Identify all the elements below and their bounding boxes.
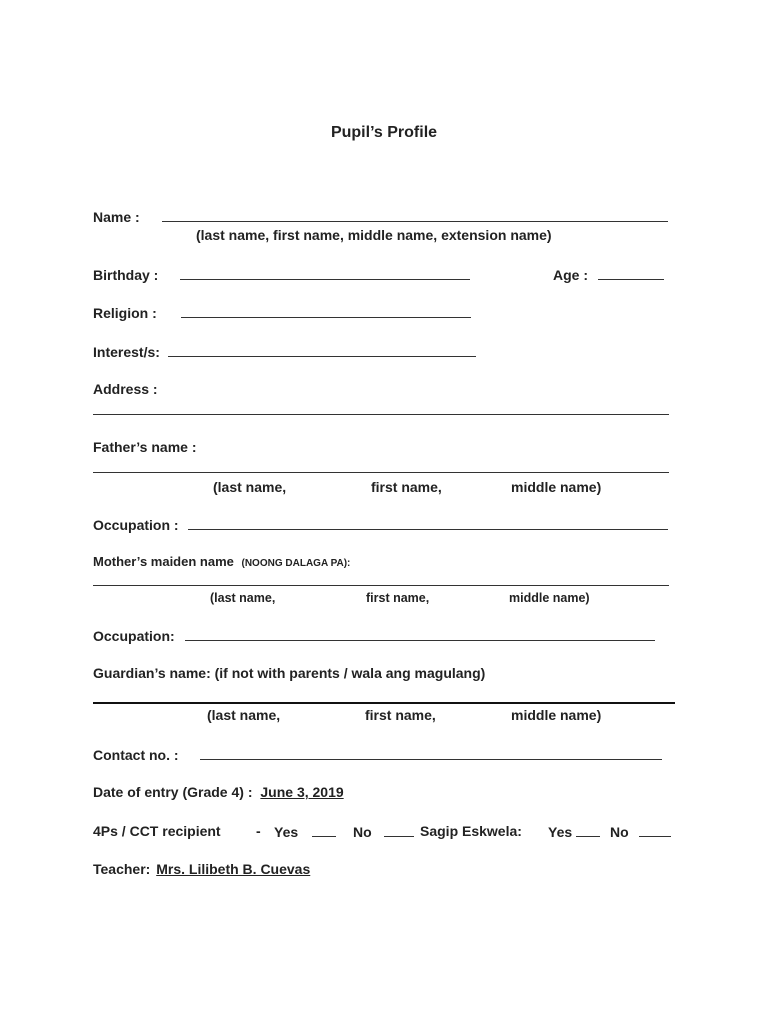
father-hint-first: first name, [371,479,442,495]
religion-row [93,304,471,321]
mother-occupation-field[interactable] [185,627,655,641]
recipient-no-field[interactable] [384,823,414,837]
sagip-label: Sagip Eskwela: [420,823,522,839]
entry-label: Date of entry (Grade 4) : [93,784,253,800]
birthday-label: Birthday : [93,267,159,283]
teacher-row [93,861,310,877]
mother-name-field[interactable] [93,585,669,586]
father-occupation-label: Occupation : [93,517,179,533]
mother-hint-middle: middle name) [509,591,590,605]
father-hint-middle: middle name) [511,479,602,495]
father-name-field[interactable] [93,472,669,473]
page-title: Pupil’s Profile [330,124,438,141]
mother-hint-last: (last name, [210,591,276,605]
recipient-yes-row [274,823,336,840]
father-occupation-field[interactable] [188,516,668,530]
guardian-name-label: Guardian’s name: (if not with parents / wala ang magulang) [93,665,486,681]
sagip-no-field[interactable] [639,823,671,837]
father-hint-last: (last name, [213,479,287,495]
teacher-label: Teacher: [93,861,151,877]
guardian-hint-first: first name, [365,707,436,723]
mother-name-note: (NOONG DALAGA PA): [241,558,351,569]
address-label: Address : [93,381,158,397]
sagip-no-label: No [610,824,629,840]
sagip-no-row [610,823,671,840]
recipient-label: 4Ps / CCT recipient [93,823,221,839]
name-hint: (last name, first name, middle name, extension name) [196,227,552,243]
age-field[interactable] [598,266,664,280]
birthday-field[interactable] [180,266,470,280]
recipient-yes-field[interactable] [312,823,336,837]
father-occupation-row [93,516,668,533]
entry-value: June 3, 2019 [260,784,344,800]
mother-occupation-row [93,627,655,644]
entry-row [93,784,344,800]
mother-hint-first: first name, [366,591,430,605]
mother-name-label: Mother’s maiden name [93,554,234,569]
recipient-no-label: No [353,824,372,840]
religion-field[interactable] [181,304,471,318]
recipient-yes-label: Yes [274,824,299,840]
religion-label: Religion : [93,305,157,321]
name-label: Name : [93,209,140,225]
name-field[interactable] [162,208,668,222]
name-row [93,208,668,225]
contact-row [93,746,662,763]
age-row [553,266,664,283]
birthday-row [93,266,470,283]
mother-occupation-label: Occupation: [93,628,175,644]
interests-row [93,343,476,360]
guardian-hint-middle: middle name) [511,707,602,723]
father-name-label: Father’s name : [93,439,197,455]
guardian-hint-last: (last name, [207,707,281,723]
interests-field[interactable] [168,343,476,357]
recipient-no-row [353,823,414,840]
address-field[interactable] [93,414,669,415]
teacher-value: Mrs. Lilibeth B. Cuevas [156,861,311,877]
contact-field[interactable] [200,746,662,760]
mother-name-row [93,554,350,572]
sagip-yes-field[interactable] [576,823,600,837]
sagip-yes-row [548,823,600,840]
recipient-dash: - [256,823,261,839]
contact-label: Contact no. : [93,747,179,763]
guardian-name-field[interactable] [93,702,675,704]
interests-label: Interest/s: [93,344,160,360]
sagip-yes-label: Yes [548,824,573,840]
age-label: Age : [553,267,588,283]
